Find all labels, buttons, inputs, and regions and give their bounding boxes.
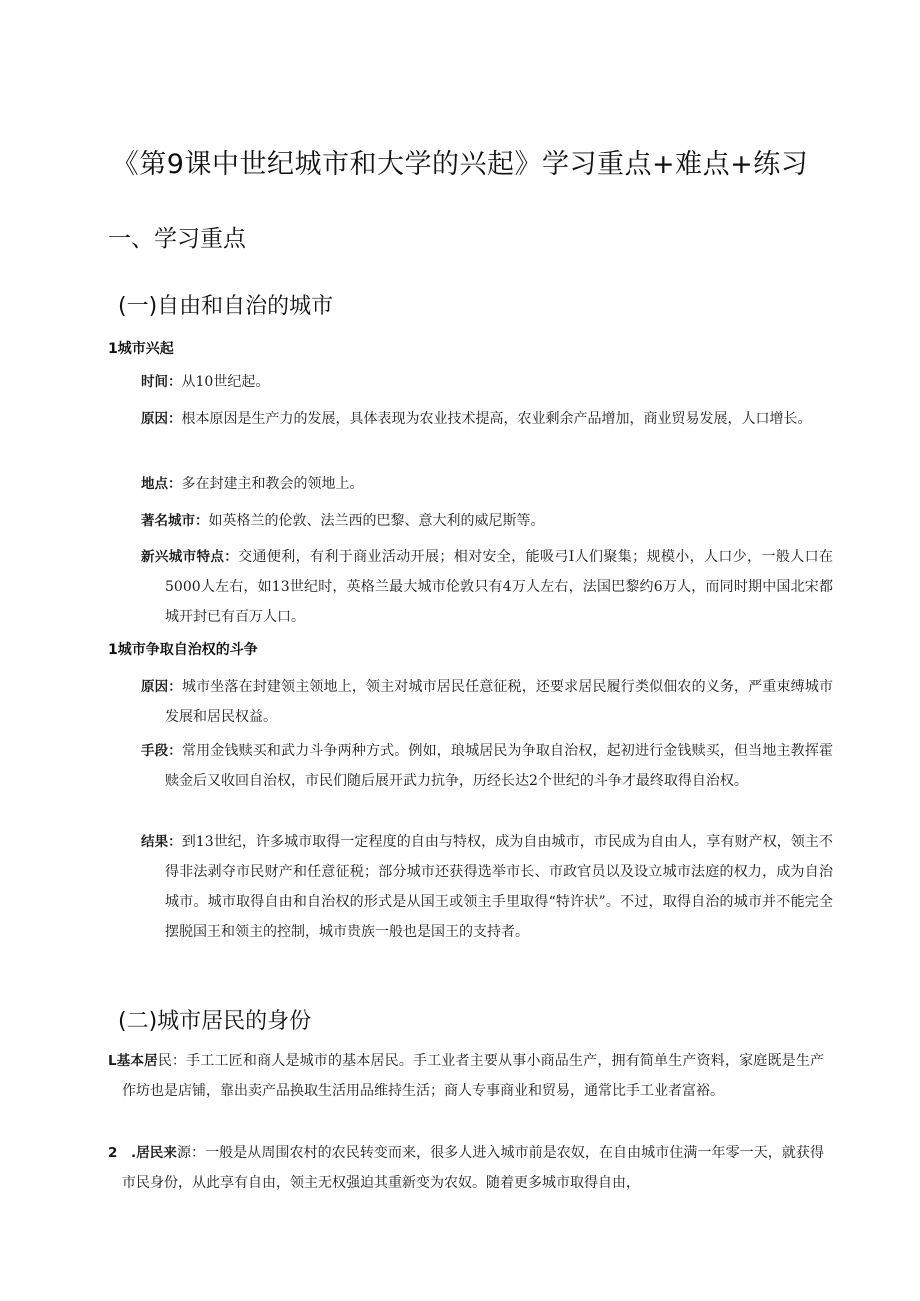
item-text: 根本原因是生产力的发展，具体表现为农业技术提高，农业剩余产品增加，商业贸易发展，人口增长。 — [181, 411, 812, 427]
item-label: 原因： — [141, 411, 182, 427]
list-item — [141, 827, 833, 947]
item-text: 民：手工工匠和商人是城市的基本居民。手工业者主要从事小商品生产，拥有简单生产资料，家庭既是生产作坊也是店铺，靠出卖产品换取生活用品维持生活；商人专事商业和贸易，通常比手工业者富裕。 — [122, 1053, 825, 1099]
item-text: 源：一般是从周围农村的农民转变而来，很多人进入城市前是农奴，在自由城市住满一年零一天，就获得市民身份，从此享有自由，领主无权强迫其重新变为农奴。随着更多城市取得自由， — [122, 1145, 824, 1191]
subsection-heading-free-cities: (一)自由和自治的城市 — [118, 294, 334, 319]
item-label: 时间： — [141, 374, 182, 390]
item-text: 常用金钱赎买和武力斗争两种方式。例如，琅城居民为争取自治权，起初进行金钱赎买，但当地主教挥霍赎金后又收回自治权，市民们随后展开武力抗争，历经长达2个世纪的斗争才最终取得自治权。 — [165, 743, 833, 789]
list-item — [141, 404, 833, 434]
list-item — [108, 1046, 824, 1106]
part-heading-autonomy-struggle: 1城市争取自治权的斗争 — [108, 642, 258, 658]
list-item — [141, 672, 833, 732]
page-title: 《第9课中世纪城市和大学的兴起》学习重点+难点+练习 — [111, 149, 809, 180]
list-item — [141, 367, 833, 397]
list-item — [141, 506, 833, 536]
item-label: L基本居 — [108, 1053, 158, 1069]
section-heading-study-focus: 一、学习重点 — [108, 226, 246, 252]
list-item — [141, 469, 833, 499]
subsection-heading-resident-identity: (二)城市居民的身份 — [118, 1009, 312, 1034]
part-heading-city-rise: 1城市兴起 — [108, 341, 174, 357]
item-text: 从10世纪起。 — [181, 374, 270, 390]
item-label: 原因： — [141, 679, 182, 695]
item-label: 结果： — [141, 834, 182, 850]
item-label: 手段： — [141, 743, 182, 759]
item-text: 多在封建主和教会的领地上。 — [181, 476, 364, 492]
item-text: 到13世纪，许多城市取得一定程度的自由与特权，成为自由城市，市民成为自由人，享有财产权，领主不得非法剥夺市民财产和任意征税；部分城市还获得选举市长、市政官员以及设立城市法庭的权力，成为自治城市。城市取得自由和自治权的形式是从国王或领主手里取得“特许状”。不过，取得自治的城市并不能完全摆脱国王和领主的控制，城市贵族一般也是国王的支持者。 — [165, 834, 834, 940]
item-text: 如英格兰的伦敦、法兰西的巴黎、意大利的威尼斯等。 — [208, 513, 545, 529]
item-label: 2 .居民来 — [108, 1145, 177, 1161]
list-item — [141, 542, 833, 632]
item-text: 城市坐落在封建领主领地上，领主对城市居民任意征税，还要求居民履行类似佃农的义务，严重束缚城市发展和居民权益。 — [165, 679, 833, 725]
list-item — [108, 1138, 824, 1198]
list-item — [141, 736, 833, 796]
item-label: 新兴城市特点： — [141, 549, 239, 565]
item-text: 交通便利，有利于商业活动开展；相对安全，能吸弓I人们聚集；规模小，人口少，一般人口在5000人左右，如13世纪时，英格兰最大城市伦敦只有4万人左右，法国巴黎约6万人，而同时期中国北宋都城开封已有百万人口。 — [165, 549, 834, 625]
item-label: 地点： — [141, 476, 182, 492]
item-label: 著名城市： — [141, 513, 209, 529]
